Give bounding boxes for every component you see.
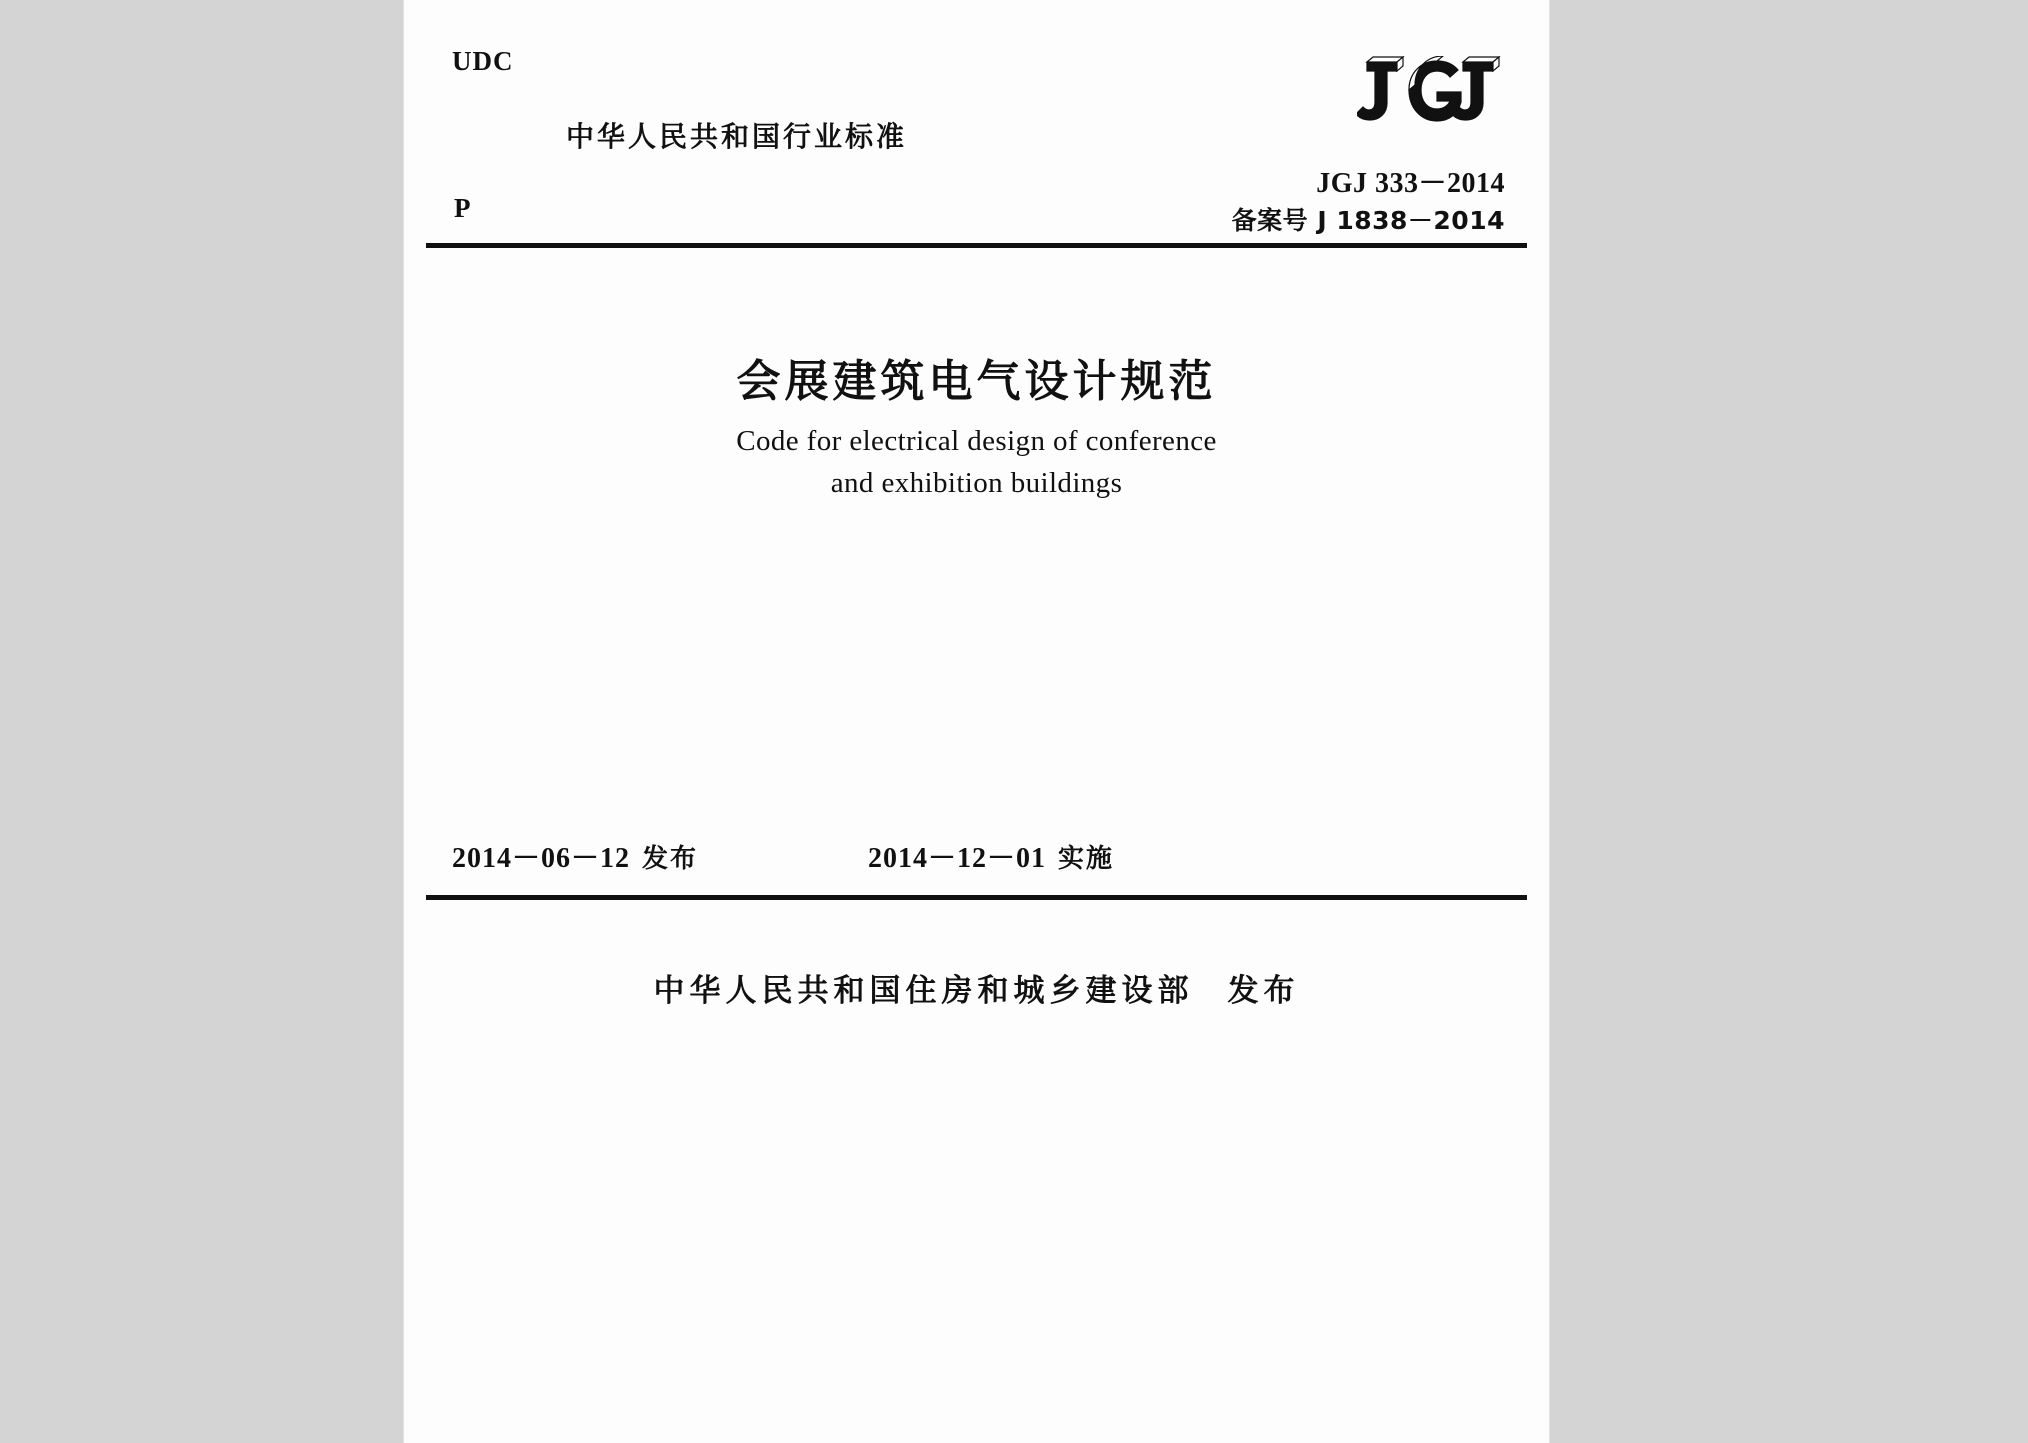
issue-label: 发布 — [642, 844, 699, 874]
footer-divider — [426, 895, 1527, 900]
header-divider — [426, 243, 1527, 248]
dates-row — [404, 836, 1549, 876]
title-english-line2: and exhibition buildings — [830, 467, 1123, 500]
title-english-line1: Code for electrical design of conference — [736, 425, 1217, 457]
code-number: JGJ 333－2014 — [1316, 168, 1505, 199]
udc-label: UDC — [452, 46, 514, 76]
issue-date-group — [452, 836, 698, 876]
publisher-line — [404, 965, 1549, 1010]
publisher-verb: 发布 — [1227, 973, 1300, 1009]
issue-date: 2014－06－12 — [452, 843, 631, 874]
code-number-block — [1232, 166, 1505, 236]
cover-sheet — [404, 0, 1549, 1443]
effective-date-group — [868, 836, 1114, 876]
classification-mark: P — [454, 193, 471, 223]
effective-date: 2014－12－01 — [868, 843, 1047, 874]
title-chinese: 会展建筑电气设计规范 — [736, 356, 1217, 407]
title-english — [404, 420, 1549, 504]
jgj-logo-icon — [1357, 56, 1507, 126]
record-number: 备案号 J 1838－2014 — [1231, 206, 1505, 235]
document-page — [404, 0, 1549, 1443]
effective-label: 实施 — [1058, 844, 1115, 874]
standard-organization-line: 中华人民共和国行业标准 — [566, 120, 908, 153]
publisher-name: 中华人民共和国住房和城乡建设部 — [653, 973, 1194, 1009]
